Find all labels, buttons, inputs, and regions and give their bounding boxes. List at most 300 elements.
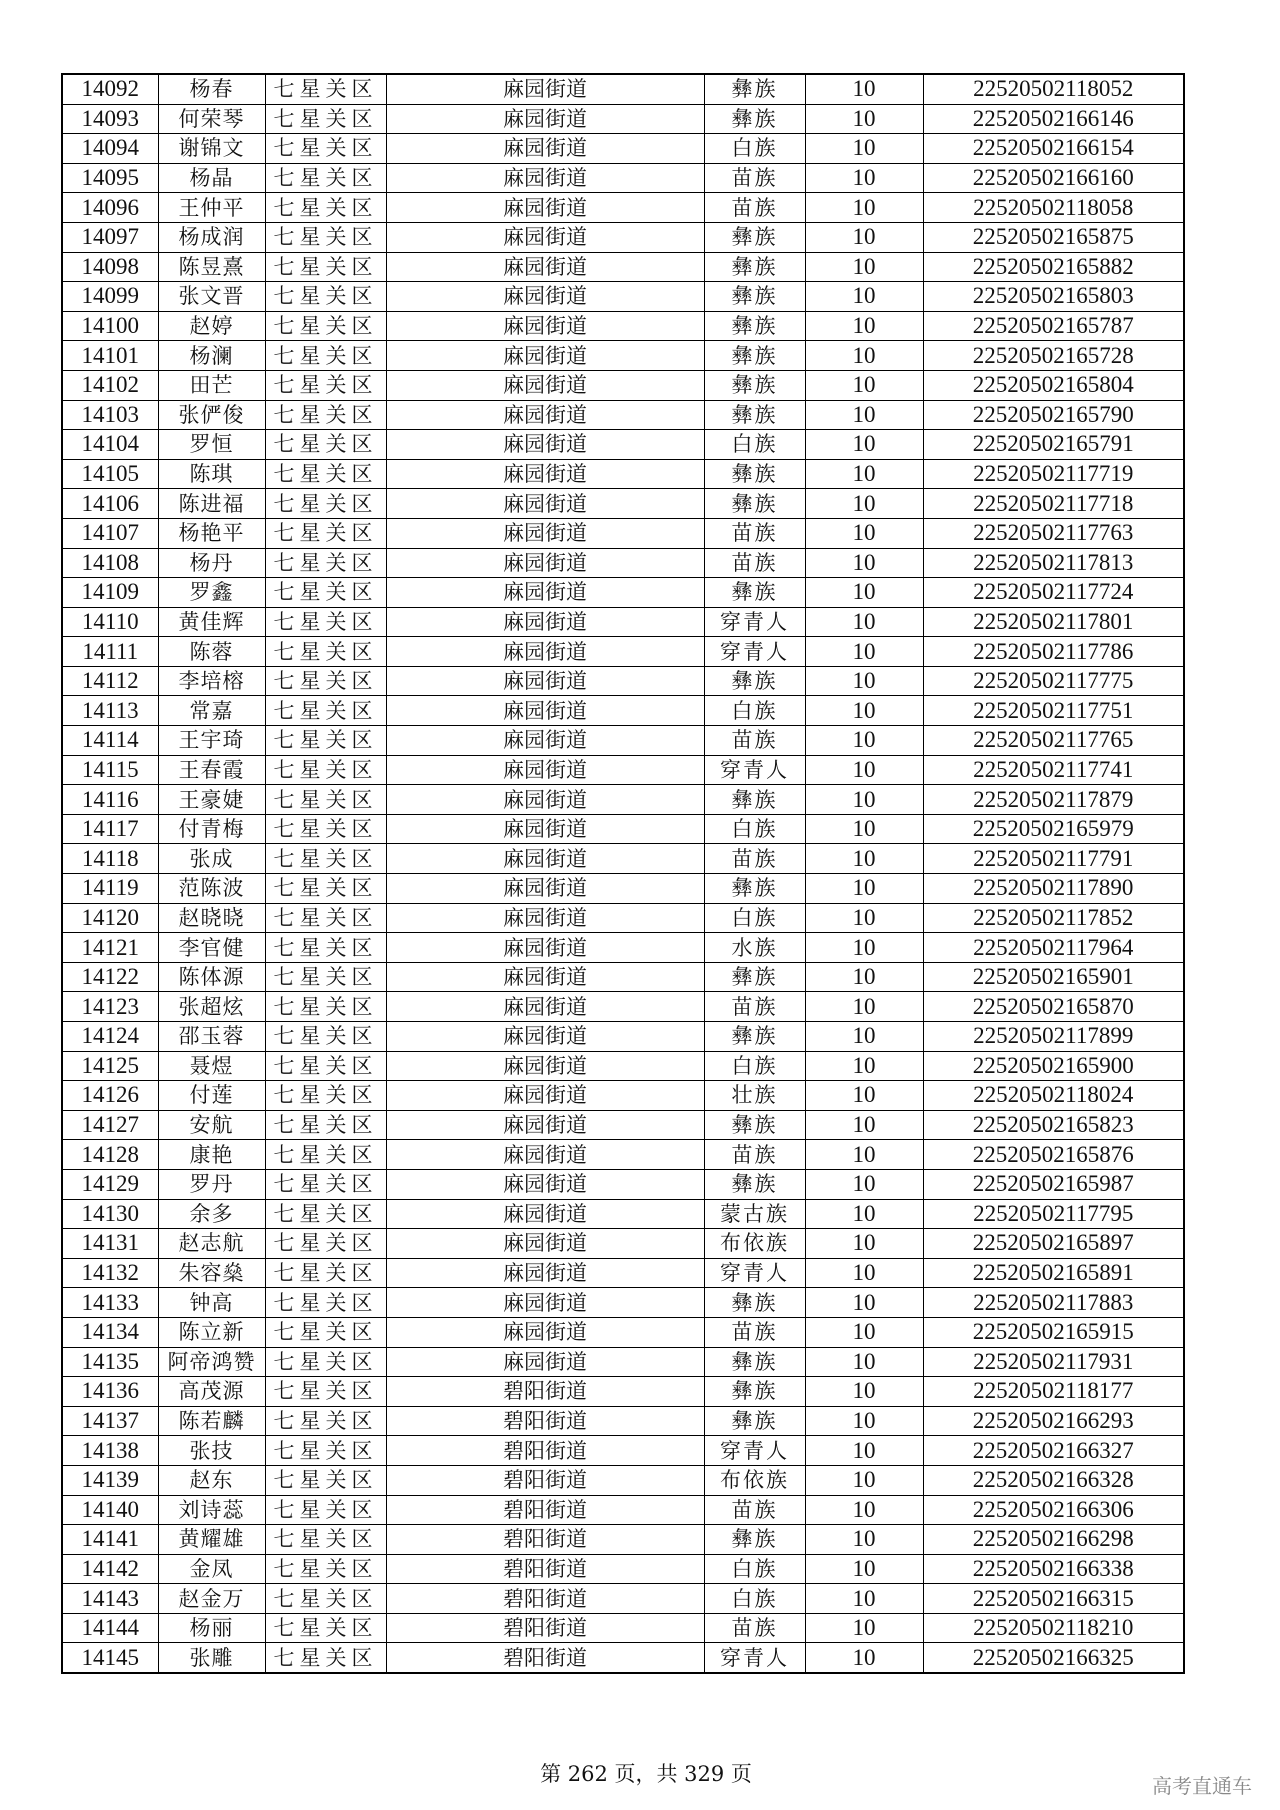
roster-table xyxy=(61,73,1185,1674)
cell-name: 赵婷 xyxy=(158,311,265,341)
cell-name: 王春霞 xyxy=(158,755,265,785)
cell-seq: 14140 xyxy=(62,1495,158,1525)
cell-seq: 14134 xyxy=(62,1317,158,1347)
cell-name: 张超炫 xyxy=(158,992,265,1022)
cell-id: 22520502117899 xyxy=(923,1022,1184,1052)
cell-id: 22520502165804 xyxy=(923,370,1184,400)
cell-ethnicity: 苗族 xyxy=(704,1495,805,1525)
cell-district: 七星关区 xyxy=(265,489,386,519)
cell-score: 10 xyxy=(805,1081,923,1111)
cell-district: 七星关区 xyxy=(265,222,386,252)
cell-id: 22520502165915 xyxy=(923,1317,1184,1347)
cell-name: 黄佳辉 xyxy=(158,607,265,637)
cell-id: 22520502165728 xyxy=(923,341,1184,371)
cell-id: 22520502165891 xyxy=(923,1258,1184,1288)
cell-ethnicity: 彝族 xyxy=(704,311,805,341)
cell-ethnicity: 彝族 xyxy=(704,962,805,992)
cell-ethnicity: 苗族 xyxy=(704,163,805,193)
cell-district: 七星关区 xyxy=(265,548,386,578)
cell-score: 10 xyxy=(805,252,923,282)
cell-street: 麻园街道 xyxy=(386,607,704,637)
table-row xyxy=(62,548,1184,578)
cell-seq: 14115 xyxy=(62,755,158,785)
table-row xyxy=(62,134,1184,164)
cell-score: 10 xyxy=(805,518,923,548)
cell-seq: 14110 xyxy=(62,607,158,637)
cell-seq: 14121 xyxy=(62,933,158,963)
cell-score: 10 xyxy=(805,400,923,430)
cell-ethnicity: 苗族 xyxy=(704,992,805,1022)
cell-seq: 14141 xyxy=(62,1525,158,1555)
cell-street: 麻园街道 xyxy=(386,1258,704,1288)
cell-street: 麻园街道 xyxy=(386,341,704,371)
cell-street: 碧阳街道 xyxy=(386,1525,704,1555)
cell-id: 22520502117741 xyxy=(923,755,1184,785)
table-row xyxy=(62,1317,1184,1347)
cell-score: 10 xyxy=(805,104,923,134)
cell-id: 22520502117718 xyxy=(923,489,1184,519)
cell-ethnicity: 彝族 xyxy=(704,400,805,430)
cell-score: 10 xyxy=(805,696,923,726)
cell-district: 七星关区 xyxy=(265,1554,386,1584)
cell-district: 七星关区 xyxy=(265,607,386,637)
cell-name: 朱容燊 xyxy=(158,1258,265,1288)
cell-ethnicity: 苗族 xyxy=(704,726,805,756)
cell-street: 麻园街道 xyxy=(386,637,704,667)
cell-ethnicity: 白族 xyxy=(704,814,805,844)
cell-score: 10 xyxy=(805,1317,923,1347)
cell-seq: 14092 xyxy=(62,74,158,104)
cell-name: 王仲平 xyxy=(158,193,265,223)
cell-score: 10 xyxy=(805,992,923,1022)
cell-ethnicity: 彝族 xyxy=(704,666,805,696)
table-row xyxy=(62,1643,1184,1673)
cell-district: 七星关区 xyxy=(265,1140,386,1170)
cell-district: 七星关区 xyxy=(265,666,386,696)
cell-seq: 14133 xyxy=(62,1288,158,1318)
cell-street: 麻园街道 xyxy=(386,962,704,992)
cell-street: 麻园街道 xyxy=(386,252,704,282)
cell-street: 麻园街道 xyxy=(386,1317,704,1347)
cell-name: 王豪婕 xyxy=(158,785,265,815)
cell-id: 22520502117879 xyxy=(923,785,1184,815)
cell-street: 碧阳街道 xyxy=(386,1613,704,1643)
cell-seq: 14131 xyxy=(62,1229,158,1259)
cell-street: 麻园街道 xyxy=(386,696,704,726)
cell-street: 碧阳街道 xyxy=(386,1465,704,1495)
cell-street: 麻园街道 xyxy=(386,578,704,608)
cell-ethnicity: 彝族 xyxy=(704,370,805,400)
cell-ethnicity: 白族 xyxy=(704,1051,805,1081)
cell-name: 康艳 xyxy=(158,1140,265,1170)
cell-street: 麻园街道 xyxy=(386,163,704,193)
table-row xyxy=(62,607,1184,637)
cell-score: 10 xyxy=(805,1584,923,1614)
cell-district: 七星关区 xyxy=(265,1495,386,1525)
cell-district: 七星关区 xyxy=(265,1347,386,1377)
cell-seq: 14118 xyxy=(62,844,158,874)
cell-seq: 14128 xyxy=(62,1140,158,1170)
cell-name: 杨晶 xyxy=(158,163,265,193)
cell-seq: 14112 xyxy=(62,666,158,696)
cell-id: 22520502166328 xyxy=(923,1465,1184,1495)
cell-score: 10 xyxy=(805,903,923,933)
cell-name: 常嘉 xyxy=(158,696,265,726)
cell-ethnicity: 彝族 xyxy=(704,785,805,815)
cell-id: 22520502117724 xyxy=(923,578,1184,608)
cell-name: 陈蓉 xyxy=(158,637,265,667)
cell-district: 七星关区 xyxy=(265,1525,386,1555)
cell-score: 10 xyxy=(805,1613,923,1643)
cell-ethnicity: 彝族 xyxy=(704,222,805,252)
cell-district: 七星关区 xyxy=(265,282,386,312)
cell-district: 七星关区 xyxy=(265,962,386,992)
cell-street: 麻园街道 xyxy=(386,903,704,933)
cell-ethnicity: 彝族 xyxy=(704,104,805,134)
cell-seq: 14098 xyxy=(62,252,158,282)
cell-district: 七星关区 xyxy=(265,1406,386,1436)
cell-id: 22520502165803 xyxy=(923,282,1184,312)
cell-id: 22520502117751 xyxy=(923,696,1184,726)
cell-street: 碧阳街道 xyxy=(386,1377,704,1407)
cell-name: 何荣琴 xyxy=(158,104,265,134)
cell-score: 10 xyxy=(805,1554,923,1584)
cell-ethnicity: 穿青人 xyxy=(704,637,805,667)
cell-ethnicity: 彝族 xyxy=(704,489,805,519)
cell-name: 张技 xyxy=(158,1436,265,1466)
table-row xyxy=(62,1436,1184,1466)
cell-district: 七星关区 xyxy=(265,341,386,371)
cell-id: 22520502117883 xyxy=(923,1288,1184,1318)
cell-street: 麻园街道 xyxy=(386,134,704,164)
cell-score: 10 xyxy=(805,1140,923,1170)
cell-id: 22520502117765 xyxy=(923,726,1184,756)
cell-seq: 14136 xyxy=(62,1377,158,1407)
cell-ethnicity: 壮族 xyxy=(704,1081,805,1111)
cell-name: 张雕 xyxy=(158,1643,265,1673)
cell-ethnicity: 彝族 xyxy=(704,578,805,608)
cell-name: 刘诗蕊 xyxy=(158,1495,265,1525)
cell-score: 10 xyxy=(805,1436,923,1466)
cell-district: 七星关区 xyxy=(265,134,386,164)
cell-ethnicity: 彝族 xyxy=(704,252,805,282)
cell-street: 麻园街道 xyxy=(386,74,704,104)
cell-name: 杨澜 xyxy=(158,341,265,371)
cell-district: 七星关区 xyxy=(265,874,386,904)
table-row xyxy=(62,430,1184,460)
cell-name: 钟高 xyxy=(158,1288,265,1318)
cell-id: 22520502118052 xyxy=(923,74,1184,104)
cell-street: 麻园街道 xyxy=(386,1081,704,1111)
cell-district: 七星关区 xyxy=(265,1613,386,1643)
cell-ethnicity: 彝族 xyxy=(704,1406,805,1436)
cell-district: 七星关区 xyxy=(265,814,386,844)
cell-district: 七星关区 xyxy=(265,1051,386,1081)
cell-ethnicity: 彝族 xyxy=(704,1347,805,1377)
cell-ethnicity: 苗族 xyxy=(704,844,805,874)
table-row xyxy=(62,844,1184,874)
cell-name: 杨成润 xyxy=(158,222,265,252)
cell-id: 22520502118210 xyxy=(923,1613,1184,1643)
cell-seq: 14120 xyxy=(62,903,158,933)
cell-street: 麻园街道 xyxy=(386,548,704,578)
cell-score: 10 xyxy=(805,222,923,252)
cell-district: 七星关区 xyxy=(265,1317,386,1347)
cell-seq: 14093 xyxy=(62,104,158,134)
table-row xyxy=(62,726,1184,756)
cell-name: 张俨俊 xyxy=(158,400,265,430)
cell-seq: 14114 xyxy=(62,726,158,756)
cell-seq: 14117 xyxy=(62,814,158,844)
cell-ethnicity: 苗族 xyxy=(704,548,805,578)
table-row xyxy=(62,222,1184,252)
table-row xyxy=(62,578,1184,608)
cell-ethnicity: 彝族 xyxy=(704,874,805,904)
cell-ethnicity: 彝族 xyxy=(704,282,805,312)
table-row xyxy=(62,1110,1184,1140)
cell-score: 10 xyxy=(805,370,923,400)
cell-name: 付青梅 xyxy=(158,814,265,844)
table-row xyxy=(62,666,1184,696)
watermark: 高考直通车 xyxy=(1152,1774,1252,1798)
cell-ethnicity: 彝族 xyxy=(704,1169,805,1199)
cell-seq: 14103 xyxy=(62,400,158,430)
cell-name: 金凤 xyxy=(158,1554,265,1584)
cell-ethnicity: 彝族 xyxy=(704,1377,805,1407)
cell-id: 22520502166160 xyxy=(923,163,1184,193)
table-row xyxy=(62,74,1184,104)
cell-score: 10 xyxy=(805,1199,923,1229)
cell-street: 麻园街道 xyxy=(386,222,704,252)
cell-score: 10 xyxy=(805,755,923,785)
table-row xyxy=(62,1022,1184,1052)
cell-ethnicity: 穿青人 xyxy=(704,1436,805,1466)
cell-district: 七星关区 xyxy=(265,518,386,548)
table-row xyxy=(62,903,1184,933)
cell-score: 10 xyxy=(805,341,923,371)
cell-score: 10 xyxy=(805,459,923,489)
cell-id: 22520502165900 xyxy=(923,1051,1184,1081)
cell-district: 七星关区 xyxy=(265,637,386,667)
page-number: 第 262 页，共 329 页 xyxy=(540,1762,752,1786)
cell-id: 22520502165979 xyxy=(923,814,1184,844)
cell-score: 10 xyxy=(805,637,923,667)
cell-seq: 14104 xyxy=(62,430,158,460)
cell-district: 七星关区 xyxy=(265,1377,386,1407)
cell-street: 麻园街道 xyxy=(386,1169,704,1199)
cell-seq: 14130 xyxy=(62,1199,158,1229)
cell-street: 麻园街道 xyxy=(386,874,704,904)
cell-score: 10 xyxy=(805,74,923,104)
table-row xyxy=(62,962,1184,992)
cell-id: 22520502166306 xyxy=(923,1495,1184,1525)
cell-district: 七星关区 xyxy=(265,400,386,430)
cell-name: 杨春 xyxy=(158,74,265,104)
table-body xyxy=(62,74,1184,1673)
cell-id: 22520502117813 xyxy=(923,548,1184,578)
cell-id: 22520502117890 xyxy=(923,874,1184,904)
table-row xyxy=(62,1465,1184,1495)
cell-seq: 14138 xyxy=(62,1436,158,1466)
cell-name: 李官健 xyxy=(158,933,265,963)
table-row xyxy=(62,1584,1184,1614)
cell-name: 阿帝鸿赞 xyxy=(158,1347,265,1377)
cell-ethnicity: 彝族 xyxy=(704,1110,805,1140)
cell-seq: 14101 xyxy=(62,341,158,371)
cell-name: 范陈波 xyxy=(158,874,265,904)
cell-name: 邵玉蓉 xyxy=(158,1022,265,1052)
cell-street: 麻园街道 xyxy=(386,1022,704,1052)
cell-seq: 14116 xyxy=(62,785,158,815)
cell-seq: 14129 xyxy=(62,1169,158,1199)
cell-district: 七星关区 xyxy=(265,74,386,104)
cell-seq: 14119 xyxy=(62,874,158,904)
cell-name: 赵晓晓 xyxy=(158,903,265,933)
cell-id: 22520502117719 xyxy=(923,459,1184,489)
cell-score: 10 xyxy=(805,1406,923,1436)
cell-district: 七星关区 xyxy=(265,1169,386,1199)
cell-score: 10 xyxy=(805,1022,923,1052)
cell-district: 七星关区 xyxy=(265,903,386,933)
cell-ethnicity: 彝族 xyxy=(704,1525,805,1555)
cell-id: 22520502117852 xyxy=(923,903,1184,933)
cell-district: 七星关区 xyxy=(265,104,386,134)
cell-name: 杨丹 xyxy=(158,548,265,578)
cell-name: 李培榕 xyxy=(158,666,265,696)
cell-name: 付莲 xyxy=(158,1081,265,1111)
cell-id: 22520502165787 xyxy=(923,311,1184,341)
table-row xyxy=(62,1051,1184,1081)
table-row xyxy=(62,1495,1184,1525)
cell-district: 七星关区 xyxy=(265,933,386,963)
cell-id: 22520502117964 xyxy=(923,933,1184,963)
cell-street: 麻园街道 xyxy=(386,1347,704,1377)
cell-score: 10 xyxy=(805,193,923,223)
cell-district: 七星关区 xyxy=(265,1110,386,1140)
cell-seq: 14113 xyxy=(62,696,158,726)
table-row xyxy=(62,311,1184,341)
cell-district: 七星关区 xyxy=(265,844,386,874)
cell-seq: 14109 xyxy=(62,578,158,608)
table-row xyxy=(62,933,1184,963)
cell-score: 10 xyxy=(805,1643,923,1673)
cell-id: 22520502117791 xyxy=(923,844,1184,874)
cell-seq: 14107 xyxy=(62,518,158,548)
cell-street: 麻园街道 xyxy=(386,193,704,223)
cell-seq: 14137 xyxy=(62,1406,158,1436)
cell-id: 22520502165882 xyxy=(923,252,1184,282)
table-row xyxy=(62,637,1184,667)
cell-score: 10 xyxy=(805,933,923,963)
cell-score: 10 xyxy=(805,874,923,904)
table-row xyxy=(62,163,1184,193)
cell-street: 碧阳街道 xyxy=(386,1436,704,1466)
cell-id: 22520502117775 xyxy=(923,666,1184,696)
cell-id: 22520502166338 xyxy=(923,1554,1184,1584)
table-row xyxy=(62,814,1184,844)
cell-score: 10 xyxy=(805,1169,923,1199)
cell-id: 22520502165897 xyxy=(923,1229,1184,1259)
cell-district: 七星关区 xyxy=(265,193,386,223)
cell-district: 七星关区 xyxy=(265,1288,386,1318)
cell-name: 杨艳平 xyxy=(158,518,265,548)
cell-score: 10 xyxy=(805,489,923,519)
cell-name: 赵东 xyxy=(158,1465,265,1495)
cell-ethnicity: 穿青人 xyxy=(704,1258,805,1288)
table-row xyxy=(62,1169,1184,1199)
cell-street: 麻园街道 xyxy=(386,1110,704,1140)
cell-score: 10 xyxy=(805,814,923,844)
cell-ethnicity: 彝族 xyxy=(704,459,805,489)
cell-ethnicity: 苗族 xyxy=(704,1317,805,1347)
cell-street: 麻园街道 xyxy=(386,1288,704,1318)
cell-street: 麻园街道 xyxy=(386,785,704,815)
cell-score: 10 xyxy=(805,1229,923,1259)
cell-seq: 14143 xyxy=(62,1584,158,1614)
cell-street: 麻园街道 xyxy=(386,933,704,963)
cell-id: 22520502165823 xyxy=(923,1110,1184,1140)
cell-ethnicity: 白族 xyxy=(704,1584,805,1614)
cell-street: 麻园街道 xyxy=(386,489,704,519)
cell-district: 七星关区 xyxy=(265,370,386,400)
cell-name: 黄耀雄 xyxy=(158,1525,265,1555)
cell-district: 七星关区 xyxy=(265,430,386,460)
cell-id: 22520502166327 xyxy=(923,1436,1184,1466)
cell-score: 10 xyxy=(805,1525,923,1555)
cell-score: 10 xyxy=(805,785,923,815)
cell-name: 陈立新 xyxy=(158,1317,265,1347)
cell-id: 22520502117786 xyxy=(923,637,1184,667)
cell-district: 七星关区 xyxy=(265,1229,386,1259)
table-row xyxy=(62,874,1184,904)
cell-ethnicity: 苗族 xyxy=(704,1140,805,1170)
cell-street: 碧阳街道 xyxy=(386,1584,704,1614)
cell-ethnicity: 穿青人 xyxy=(704,755,805,785)
cell-name: 张成 xyxy=(158,844,265,874)
cell-id: 22520502166298 xyxy=(923,1525,1184,1555)
table-row xyxy=(62,1347,1184,1377)
cell-score: 10 xyxy=(805,134,923,164)
cell-id: 22520502118177 xyxy=(923,1377,1184,1407)
cell-score: 10 xyxy=(805,1051,923,1081)
cell-score: 10 xyxy=(805,1288,923,1318)
cell-district: 七星关区 xyxy=(265,1199,386,1229)
cell-ethnicity: 苗族 xyxy=(704,1613,805,1643)
cell-district: 七星关区 xyxy=(265,459,386,489)
cell-seq: 14145 xyxy=(62,1643,158,1673)
cell-district: 七星关区 xyxy=(265,992,386,1022)
cell-district: 七星关区 xyxy=(265,163,386,193)
cell-name: 安航 xyxy=(158,1110,265,1140)
cell-seq: 14100 xyxy=(62,311,158,341)
cell-score: 10 xyxy=(805,311,923,341)
cell-id: 22520502117801 xyxy=(923,607,1184,637)
cell-ethnicity: 白族 xyxy=(704,430,805,460)
cell-score: 10 xyxy=(805,1377,923,1407)
cell-district: 七星关区 xyxy=(265,1643,386,1673)
cell-seq: 14094 xyxy=(62,134,158,164)
table-row xyxy=(62,1199,1184,1229)
cell-ethnicity: 穿青人 xyxy=(704,607,805,637)
cell-id: 22520502165791 xyxy=(923,430,1184,460)
cell-seq: 14111 xyxy=(62,637,158,667)
cell-name: 张文晋 xyxy=(158,282,265,312)
cell-seq: 14105 xyxy=(62,459,158,489)
cell-street: 麻园街道 xyxy=(386,844,704,874)
cell-seq: 14127 xyxy=(62,1110,158,1140)
cell-seq: 14096 xyxy=(62,193,158,223)
cell-name: 陈琪 xyxy=(158,459,265,489)
